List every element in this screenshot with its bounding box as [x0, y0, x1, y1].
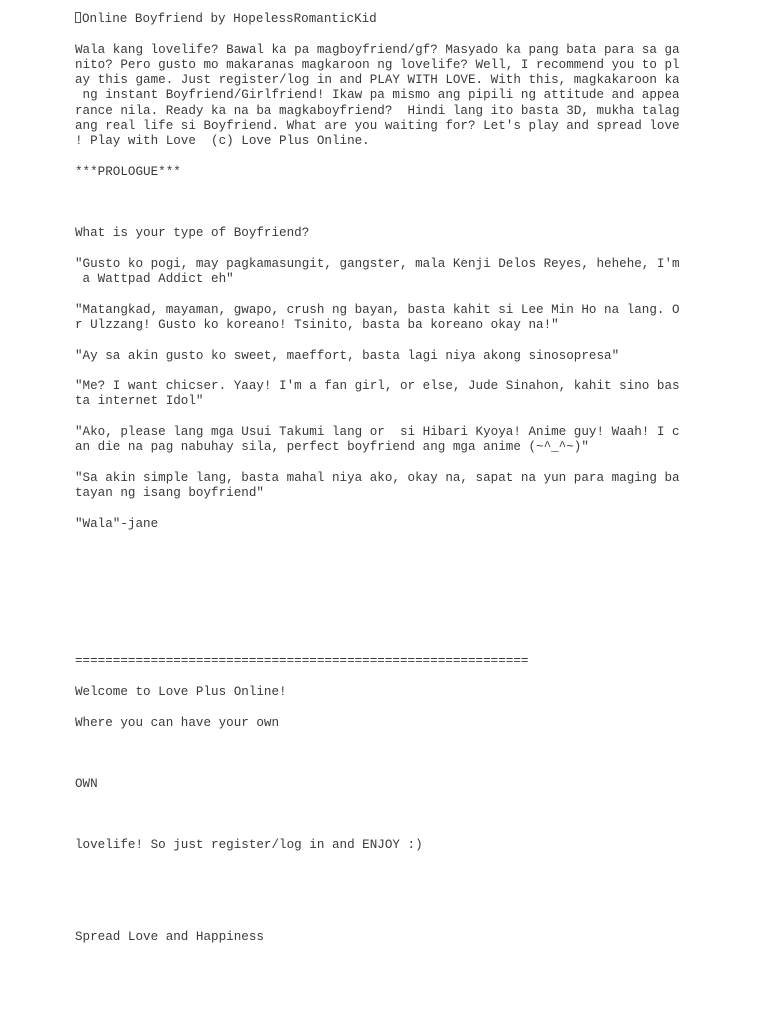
answer-paragraph — [75, 517, 685, 532]
answer-paragraph — [75, 425, 685, 456]
title-text: Online Boyfriend by HopelessRomanticKid — [82, 12, 377, 26]
separator-line: ============================================================ — [75, 654, 529, 669]
answer-paragraph — [75, 257, 685, 288]
where-line: Where you can have your own — [75, 715, 280, 730]
answer-line: "Ako, please lang mga Usui Takumi lang or si Hibari Kyoya! Anime guy! Waah! I c — [75, 425, 680, 440]
answer-paragraph — [75, 471, 685, 502]
answer-line: "Wala"-jane — [75, 516, 159, 531]
answer-paragraph — [75, 379, 685, 410]
own-line: OWN — [75, 776, 98, 791]
welcome-line: Welcome to Love Plus Online! — [75, 685, 287, 700]
intro-line: ang real life si Boyfriend. What are you waiting for? Let's play and spread love — [75, 119, 680, 134]
answer-line: a Wattpad Addict eh" — [75, 272, 234, 287]
lovelife-line: lovelife! So just register/log in and ENJOY :) — [75, 838, 423, 853]
missing-glyph-icon — [75, 12, 81, 23]
intro-paragraph — [75, 43, 685, 150]
answer-line: "Sa akin simple lang, basta mahal niya ako, okay na, sapat na yun para maging ba — [75, 470, 680, 485]
intro-line: rance nila. Ready ka na ba magkaboyfriend? Hindi lang ito basta 3D, mukha talag — [75, 103, 680, 118]
question-line: What is your type of Boyfriend? — [75, 226, 310, 241]
answer-line: "Matangkad, mayaman, gwapo, crush ng bayan, basta kahit si Lee Min Ho na lang. O — [75, 302, 680, 317]
document-title — [75, 12, 685, 27]
intro-line: Wala kang lovelife? Bawal ka pa magboyfriend/gf? Masyado ka pang bata para sa ga — [75, 42, 680, 57]
answer-paragraph — [75, 303, 685, 334]
answer-line: "Ay sa akin gusto ko sweet, maeffort, basta lagi niya akong sinosopresa" — [75, 348, 620, 363]
document-page — [75, 12, 685, 945]
answer-line: "Gusto ko pogi, may pagkamasungit, gangster, mala Kenji Delos Reyes, hehehe, I'm — [75, 256, 680, 271]
intro-line: ay this game. Just register/log in and PLAY WITH LOVE. With this, magkakaroon ka — [75, 73, 680, 88]
intro-line: ng instant Boyfriend/Girlfriend! Ikaw pa mismo ang pipili ng attitude and appea — [75, 88, 680, 103]
intro-line: ! Play with Love (c) Love Plus Online. — [75, 134, 370, 149]
answer-line: an die na pag nabuhay sila, perfect boyfriend ang mga anime (~^_^~)" — [75, 440, 589, 455]
spread-line: Spread Love and Happiness — [75, 929, 264, 944]
answer-line: ta internet Idol" — [75, 394, 204, 409]
answer-line: "Me? I want chicser. Yaay! I'm a fan girl, or else, Jude Sinahon, kahit sino bas — [75, 379, 680, 394]
answer-line: r Ulzzang! Gusto ko koreano! Tsinito, basta ba koreano okay na!" — [75, 317, 559, 332]
intro-line: nito? Pero gusto mo makaranas magkaroon ng lovelife? Well, I recommend you to pl — [75, 57, 680, 72]
answer-line: tayan ng isang boyfriend" — [75, 486, 264, 501]
answer-paragraph — [75, 349, 685, 364]
prologue-heading: ***PROLOGUE*** — [75, 164, 181, 179]
